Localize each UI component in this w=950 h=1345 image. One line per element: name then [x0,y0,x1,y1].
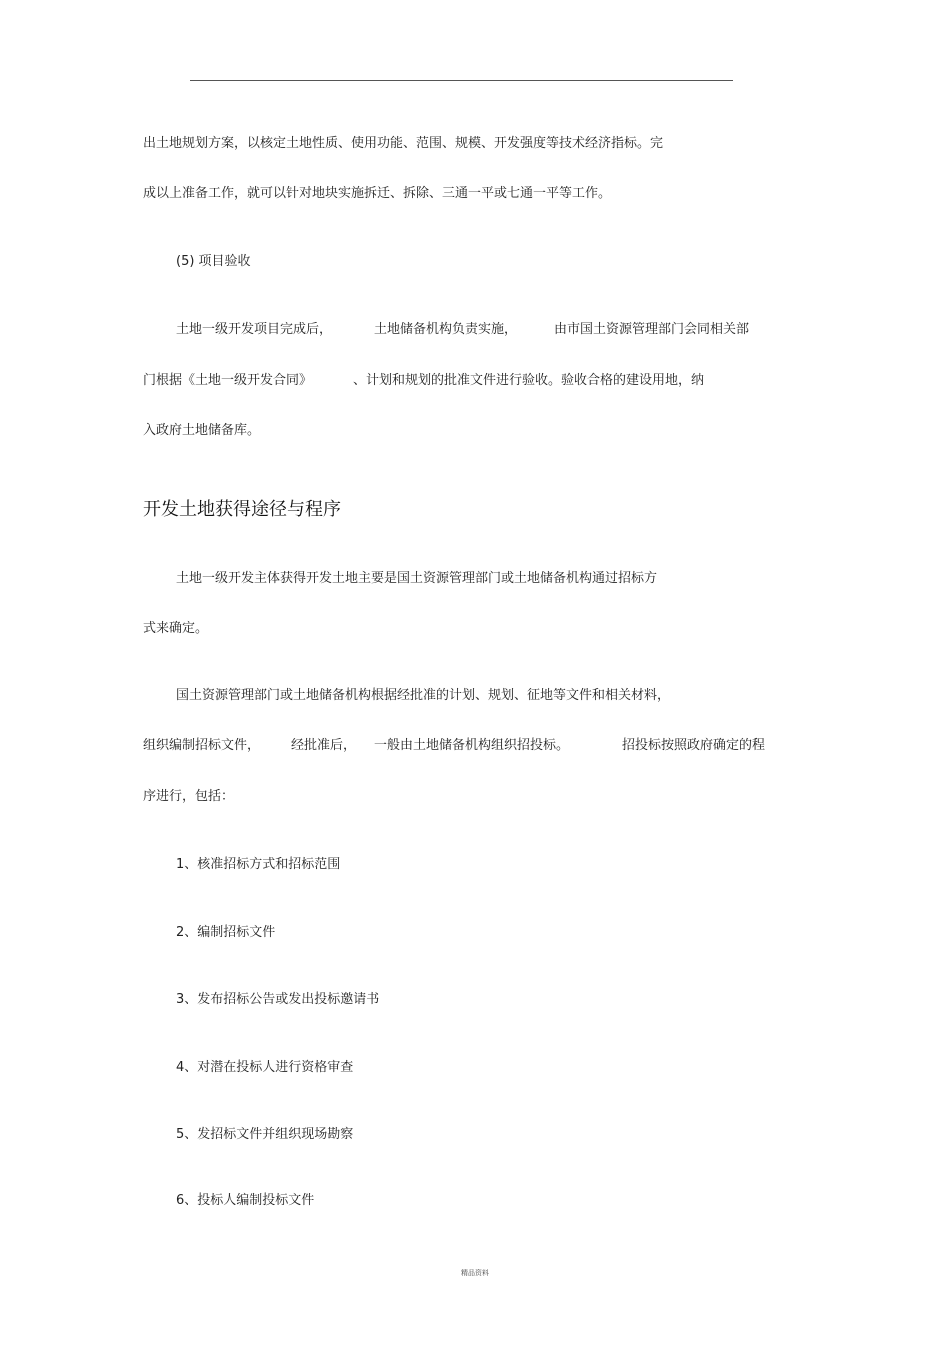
section-5-line-1-part-2: 土地储备机构负责实施， [374,322,518,337]
paragraph-3-line-2-part-3: 一般由土地储备机构组织招投标。 [374,738,570,753]
step-item-6: 6、投标人编制投标文件 [176,1193,315,1208]
section-5-line-3: 入政府土地储备库。 [143,423,261,438]
section-5-line-2 [143,373,763,389]
paragraph-2-line-1: 土地一级开发主体获得开发土地主要是国土资源管理部门或土地储备机构通过招标方 [176,571,658,586]
section-5-title: (5) 项目验收 [176,254,251,269]
step-item-5: 5、发招标文件并组织现场勘察 [176,1127,354,1142]
paragraph-3-line-2-part-2: 经批准后， [291,738,357,753]
paragraph-3-line-2 [143,738,803,754]
header-rule [190,80,733,81]
page-footer: 精品资料 [461,1269,489,1277]
paragraph-3-line-1: 国土资源管理部门或土地储备机构根据经批准的计划、规划、征地等文件和相关材料， [176,688,671,703]
section-5-line-1-part-1: 土地一级开发项目完成后， [176,322,333,337]
step-item-2: 2、编制招标文件 [176,925,276,940]
paragraph-3-line-3: 序进行，包括： [143,789,235,804]
paragraph-1-line-1: 出土地规划方案，以核定土地性质、使用功能、范围、规模、开发强度等技术经济指标。完 [143,136,664,151]
step-item-1: 1、核准招标方式和招标范围 [176,857,341,872]
section-heading: 开发土地获得途径与程序 [143,499,341,520]
step-item-3: 3、发布招标公告或发出投标邀请书 [176,992,380,1007]
section-5-line-1 [176,322,776,338]
section-5-line-2-part-2: 、计划和规划的批准文件进行验收。验收合格的建设用地，纳 [353,373,705,388]
paragraph-2-line-2: 式来确定。 [143,621,209,636]
step-item-4: 4、对潜在投标人进行资格审查 [176,1060,354,1075]
paragraph-3-line-2-part-4: 招投标按照政府确定的程 [622,738,766,753]
paragraph-3-line-2-part-1: 组织编制招标文件， [143,738,261,753]
section-5-line-2-part-1: 门根据《土地一级开发合同》 [143,373,313,388]
section-5-line-1-part-3: 由市国土资源管理部门会同相关部 [554,322,750,337]
paragraph-1-line-2: 成以上准备工作，就可以针对地块实施拆迁、拆除、三通一平或七通一平等工作。 [143,186,612,201]
